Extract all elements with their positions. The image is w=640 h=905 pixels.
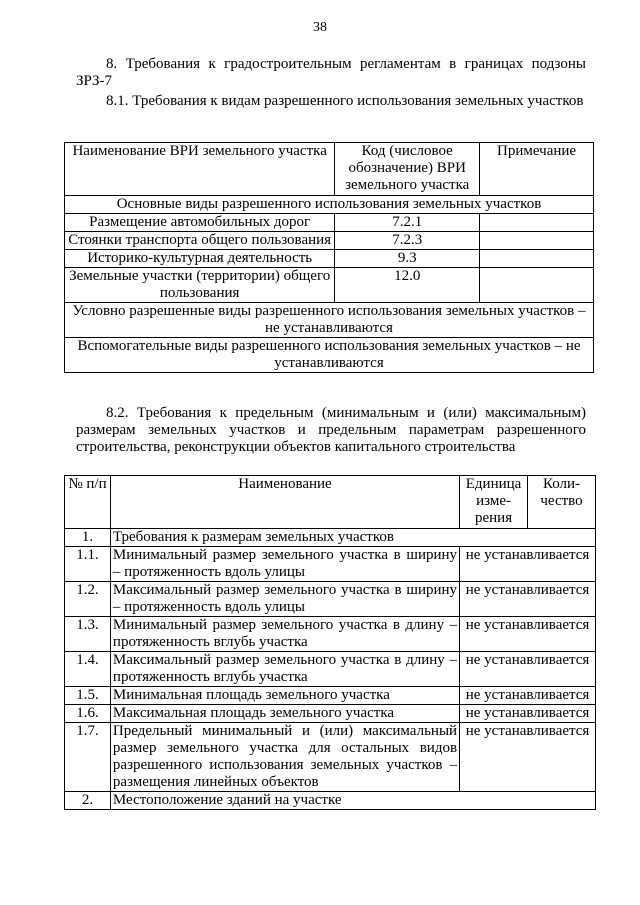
table-row xyxy=(65,214,594,232)
vri-name: Историко-культурная деятельность xyxy=(65,250,335,268)
header-qty: Коли-чество xyxy=(528,476,596,529)
header-vri-code: Код (числовое обозначение) ВРИ земельного участка xyxy=(335,143,480,196)
table-row xyxy=(65,582,596,617)
row-num: 1. xyxy=(65,529,111,547)
vri-code: 7.2.1 xyxy=(335,214,480,232)
section-8-text: 8. Требования к градостроительным регламентам в границах подзоны ЗРЗ-7 xyxy=(76,56,586,89)
group-row-auxiliary xyxy=(65,338,594,373)
group-row-conditional xyxy=(65,303,594,338)
row-name: Минимальный размер земельного участка в длину – протяженность вглубь участка xyxy=(110,617,459,652)
row-name: Максимальный размер земельного участка в ширину – протяженность вдоль улицы xyxy=(110,582,459,617)
vri-note xyxy=(480,214,594,232)
table-row xyxy=(65,652,596,687)
header-unit: Единица изме-рения xyxy=(460,476,528,529)
row-name: Минимальный размер земельного участка в ширину – протяженность вдоль улицы xyxy=(110,547,459,582)
row-value: не устанавливается xyxy=(460,582,596,617)
vri-code: 9.3 xyxy=(335,250,480,268)
table-row xyxy=(65,268,594,303)
section-8-2-text: 8.2. Требования к предельным (минимальным и (или) максимальным) размерам земельных участков и предельным параметрам разрешенного строительства, реконструкции объектов капитального строительства xyxy=(76,405,586,455)
table-header-row xyxy=(65,476,596,529)
header-name: Наименование xyxy=(110,476,459,529)
row-name: Местоположение зданий на участке xyxy=(110,792,595,810)
row-num: 1.3. xyxy=(65,617,111,652)
table-row xyxy=(65,705,596,723)
row-name: Максимальный размер земельного участка в длину – протяженность вглубь участка xyxy=(110,652,459,687)
row-value: не устанавливается xyxy=(460,652,596,687)
permitted-use-table xyxy=(64,142,594,373)
vri-name: Размещение автомобильных дорог xyxy=(65,214,335,232)
vri-code: 7.2.3 xyxy=(335,232,480,250)
row-num: 1.5. xyxy=(65,687,111,705)
row-name: Предельный минимальный и (или) максимальный размер земельного участка для остальных видов разрешенного использования земельных участков – размещения линейных объектов xyxy=(110,723,459,792)
section-8-1-text: 8.1. Требования к видам разрешенного использования земельных участков xyxy=(106,93,584,109)
vri-name: Стоянки транспорта общего пользования xyxy=(65,232,335,250)
group-row-main xyxy=(65,196,594,214)
group-conditional-label: Условно разрешенные виды разрешенного использования земельных участков – не устанавливаются xyxy=(65,303,594,338)
row-num: 1.2. xyxy=(65,582,111,617)
page-number: 38 xyxy=(313,20,327,35)
table-header-row xyxy=(65,143,594,196)
header-vri-name: Наименование ВРИ земельного участка xyxy=(65,143,335,196)
table-row xyxy=(65,232,594,250)
section-8-1-heading xyxy=(76,93,586,110)
row-num: 1.4. xyxy=(65,652,111,687)
section-8-heading xyxy=(76,56,586,90)
table-row xyxy=(65,529,596,547)
row-value: не устанавливается xyxy=(460,705,596,723)
vri-note xyxy=(480,232,594,250)
group-main-label: Основные виды разрешенного использования земельных участков xyxy=(65,196,594,214)
row-value: не устанавливается xyxy=(460,617,596,652)
row-num: 1.1. xyxy=(65,547,111,582)
table-row xyxy=(65,547,596,582)
table-row xyxy=(65,723,596,792)
vri-note xyxy=(480,250,594,268)
row-name: Максимальная площадь земельного участка xyxy=(110,705,459,723)
row-num: 1.6. xyxy=(65,705,111,723)
row-num: 2. xyxy=(65,792,111,810)
row-value: не устанавливается xyxy=(460,547,596,582)
row-value: не устанавливается xyxy=(460,687,596,705)
table-row xyxy=(65,617,596,652)
header-num: № п/п xyxy=(65,476,111,529)
vri-note xyxy=(480,268,594,303)
row-num: 1.7. xyxy=(65,723,111,792)
header-note: Примечание xyxy=(480,143,594,196)
parameters-table xyxy=(64,475,596,810)
section-8-2-heading xyxy=(76,405,586,456)
vri-code: 12.0 xyxy=(335,268,480,303)
table-row xyxy=(65,687,596,705)
row-name: Минимальная площадь земельного участка xyxy=(110,687,459,705)
table-row xyxy=(65,792,596,810)
vri-name: Земельные участки (территории) общего пользования xyxy=(65,268,335,303)
row-value: не устанавливается xyxy=(460,723,596,792)
group-auxiliary-label: Вспомогательные виды разрешенного использования земельных участков – не устанавливаются xyxy=(65,338,594,373)
table-row xyxy=(65,250,594,268)
row-name: Требования к размерам земельных участков xyxy=(110,529,595,547)
